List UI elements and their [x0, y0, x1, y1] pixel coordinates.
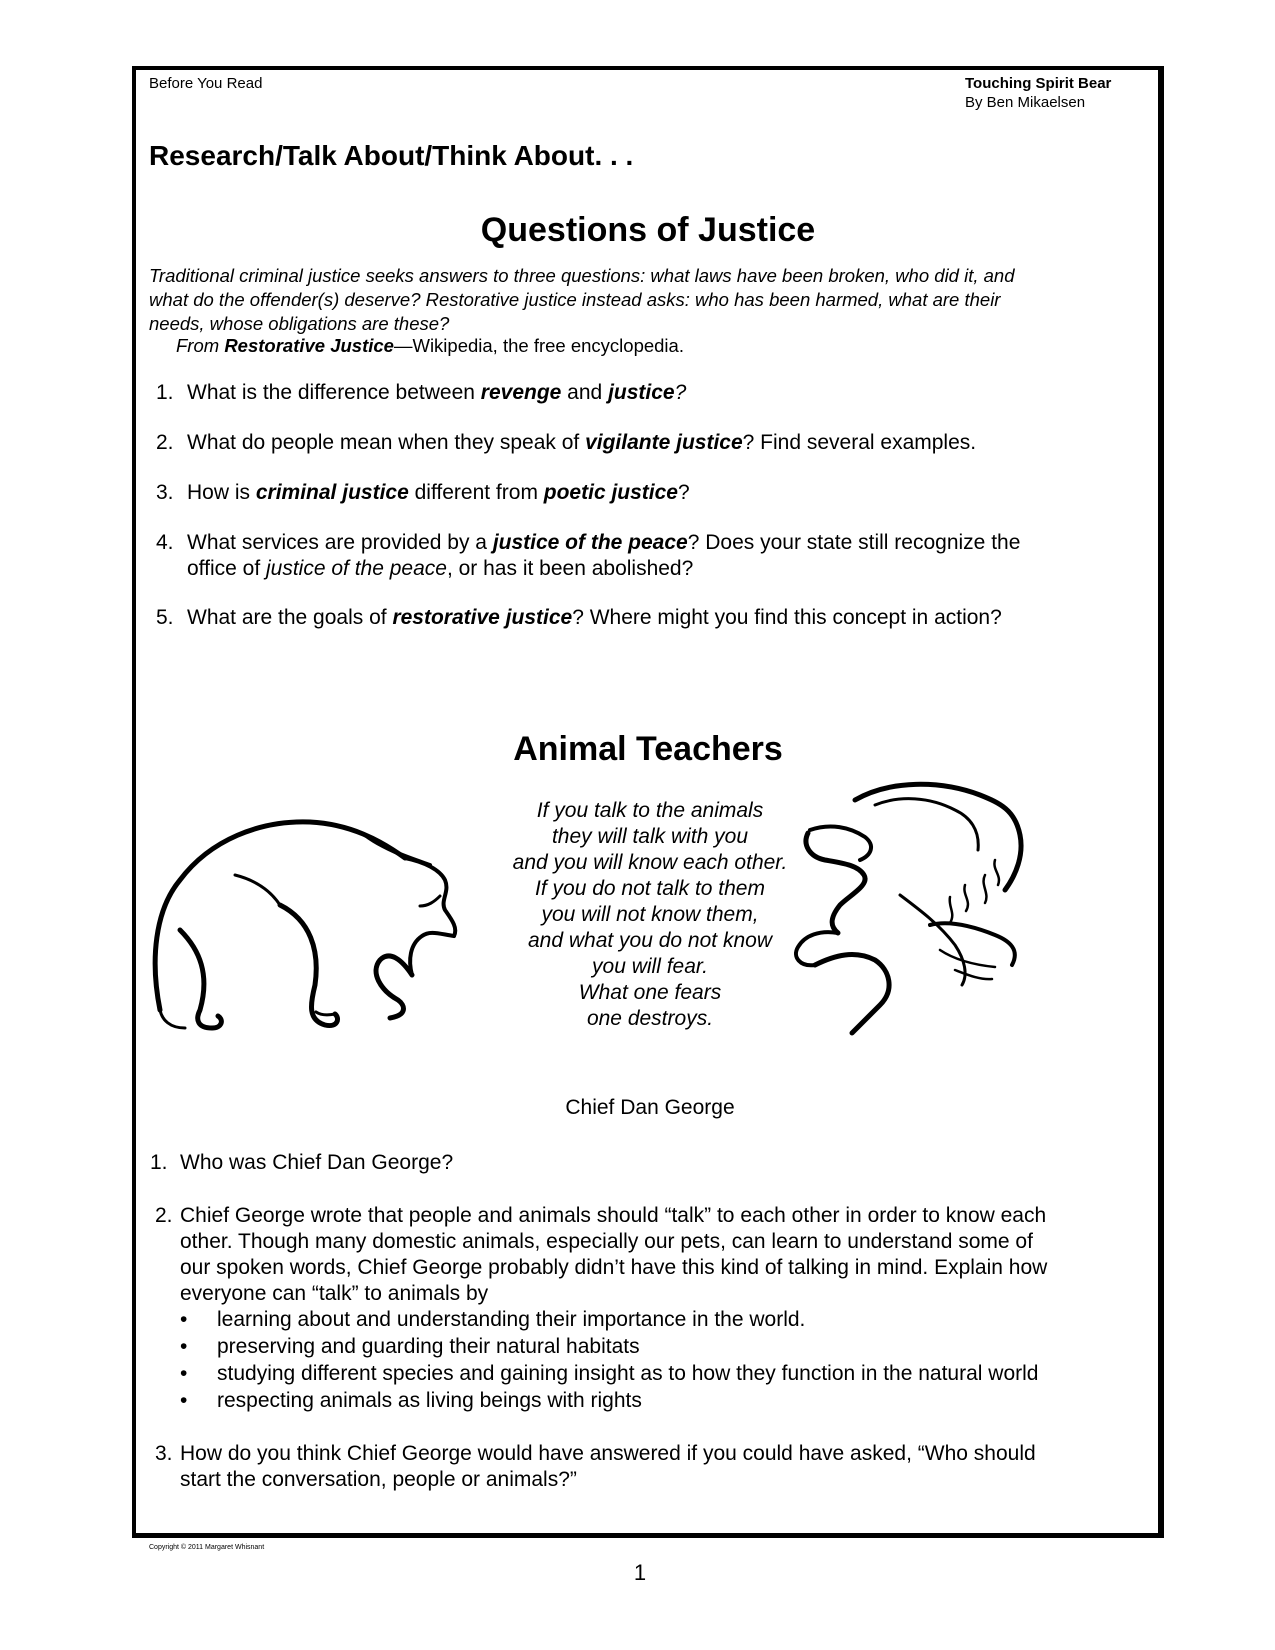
bullet-text: studying different species and gaining insight as to how they function in the natural world — [217, 1362, 1039, 1385]
term-revenge: revenge — [480, 381, 562, 404]
list-item — [155, 1203, 1115, 1313]
quote-line: what do the offender(s) deserve? Restorative justice instead asks: who has been harmed, what are their — [149, 289, 1001, 310]
book-author: By Ben Mikaelsen — [965, 94, 1086, 111]
poem — [450, 798, 850, 1032]
term-justice: justice — [608, 381, 675, 404]
poem-line: you will not know them, — [541, 903, 759, 926]
question-line: How do you think Chief George would have answered if you could have asked, “Who should — [180, 1442, 1036, 1465]
term-justice-of-the-peace-italic: justice of the peace — [266, 557, 447, 580]
question-text: ? Find several examples. — [742, 431, 977, 454]
page-number: 1 — [633, 1560, 647, 1585]
list-item — [155, 1441, 1115, 1495]
source-prefix: From — [176, 335, 225, 356]
list-item — [156, 430, 1096, 458]
book-header — [965, 74, 1111, 112]
source-suffix: —Wikipedia, the free encyclopedia. — [393, 335, 684, 356]
copyright: Copyright © 2011 Margaret Whisnant — [149, 1544, 265, 1551]
bullet-text: respecting animals as living beings with rights — [217, 1389, 642, 1412]
question-text: Who was Chief Dan George? — [180, 1151, 454, 1174]
poem-line: they will talk with you — [551, 825, 749, 848]
question-text: What are the goals of — [187, 606, 393, 629]
term-vigilante-justice: vigilante justice — [585, 431, 743, 454]
question-line: other. Though many domestic animals, especially our pets, can learn to understand some of — [180, 1230, 1033, 1253]
list-item — [156, 530, 1096, 584]
question-text: different from — [408, 481, 544, 504]
question-line: start the conversation, people or animals?” — [180, 1468, 577, 1491]
justice-quote — [149, 264, 1139, 336]
poem-line: What one fears — [578, 981, 722, 1004]
bullet-icon: • — [180, 1335, 188, 1358]
question-number: 1. — [156, 381, 174, 404]
bullet-icon: • — [180, 1308, 188, 1331]
quote-source — [176, 335, 684, 357]
question-text: ? — [677, 481, 690, 504]
book-title: Touching Spirit Bear — [965, 75, 1112, 92]
question-text: office of — [187, 557, 266, 580]
source-title: Restorative Justice — [224, 335, 394, 356]
term-justice-of-the-peace: justice of the peace — [492, 531, 688, 554]
poem-line: and what you do not know — [527, 929, 772, 952]
term-criminal-justice: criminal justice — [255, 481, 409, 504]
question-text: ? — [674, 381, 687, 404]
question-number: 3. — [155, 1442, 173, 1465]
question-number: 1. — [150, 1151, 168, 1174]
bullet-text: learning about and understanding their importance in the world. — [217, 1308, 806, 1331]
research-heading: Research/Talk About/Think About. . . — [149, 140, 634, 171]
section-label: Before You Read — [149, 75, 263, 92]
question-text: ? Where might you find this concept in action? — [572, 606, 1002, 629]
bullet-item — [180, 1360, 1100, 1387]
bullet-item — [180, 1306, 1100, 1333]
quote-line: needs, whose obligations are these? — [149, 313, 450, 334]
list-item — [156, 480, 1096, 508]
question-text: How is — [187, 481, 256, 504]
question-number: 2. — [155, 1204, 173, 1227]
bullet-icon: • — [180, 1389, 188, 1412]
poem-attribution: Chief Dan George — [565, 1096, 735, 1119]
bullet-item — [180, 1333, 1100, 1360]
question-line: Chief George wrote that people and animals should “talk” to each other in order to know each — [180, 1204, 1047, 1227]
question-text: ? Does your state still recognize the — [687, 531, 1021, 554]
question-number: 2. — [156, 431, 174, 454]
question-line: everyone can “talk” to animals by — [180, 1282, 489, 1305]
question-text: What is the difference between — [187, 381, 481, 404]
poem-line: one destroys. — [586, 1007, 714, 1030]
term-poetic-justice: poetic justice — [543, 481, 678, 504]
animals-title: Animal Teachers — [513, 730, 783, 768]
list-item — [150, 1150, 1110, 1178]
bear-outline-icon — [140, 810, 470, 1040]
bullet-text: preserving and guarding their natural habitats — [217, 1335, 640, 1358]
list-item — [156, 605, 1096, 633]
question-number: 4. — [156, 531, 174, 554]
question-number: 5. — [156, 606, 174, 629]
list-item — [156, 380, 1096, 408]
bullet-item — [180, 1387, 1100, 1414]
question-line: our spoken words, Chief George probably didn’t have this kind of talking in mind. Explain how — [180, 1256, 1048, 1279]
poem-line: you will fear. — [592, 955, 708, 978]
poem-line: If you talk to the animals — [536, 799, 764, 822]
question-text: and — [561, 381, 609, 404]
question-text: What do people mean when they speak of — [187, 431, 586, 454]
justice-title: Questions of Justice — [480, 211, 816, 249]
bullet-icon: • — [180, 1362, 188, 1385]
question-text: What services are provided by a — [187, 531, 493, 554]
question-number: 3. — [156, 481, 174, 504]
question-text: , or has it been abolished? — [446, 557, 694, 580]
term-restorative-justice: restorative justice — [392, 606, 573, 629]
poem-line: and you will know each other. — [512, 851, 788, 874]
poem-line: If you do not talk to them — [535, 877, 765, 900]
quote-line: Traditional criminal justice seeks answers to three questions: what laws have been broken, who did it, and — [149, 265, 1015, 286]
